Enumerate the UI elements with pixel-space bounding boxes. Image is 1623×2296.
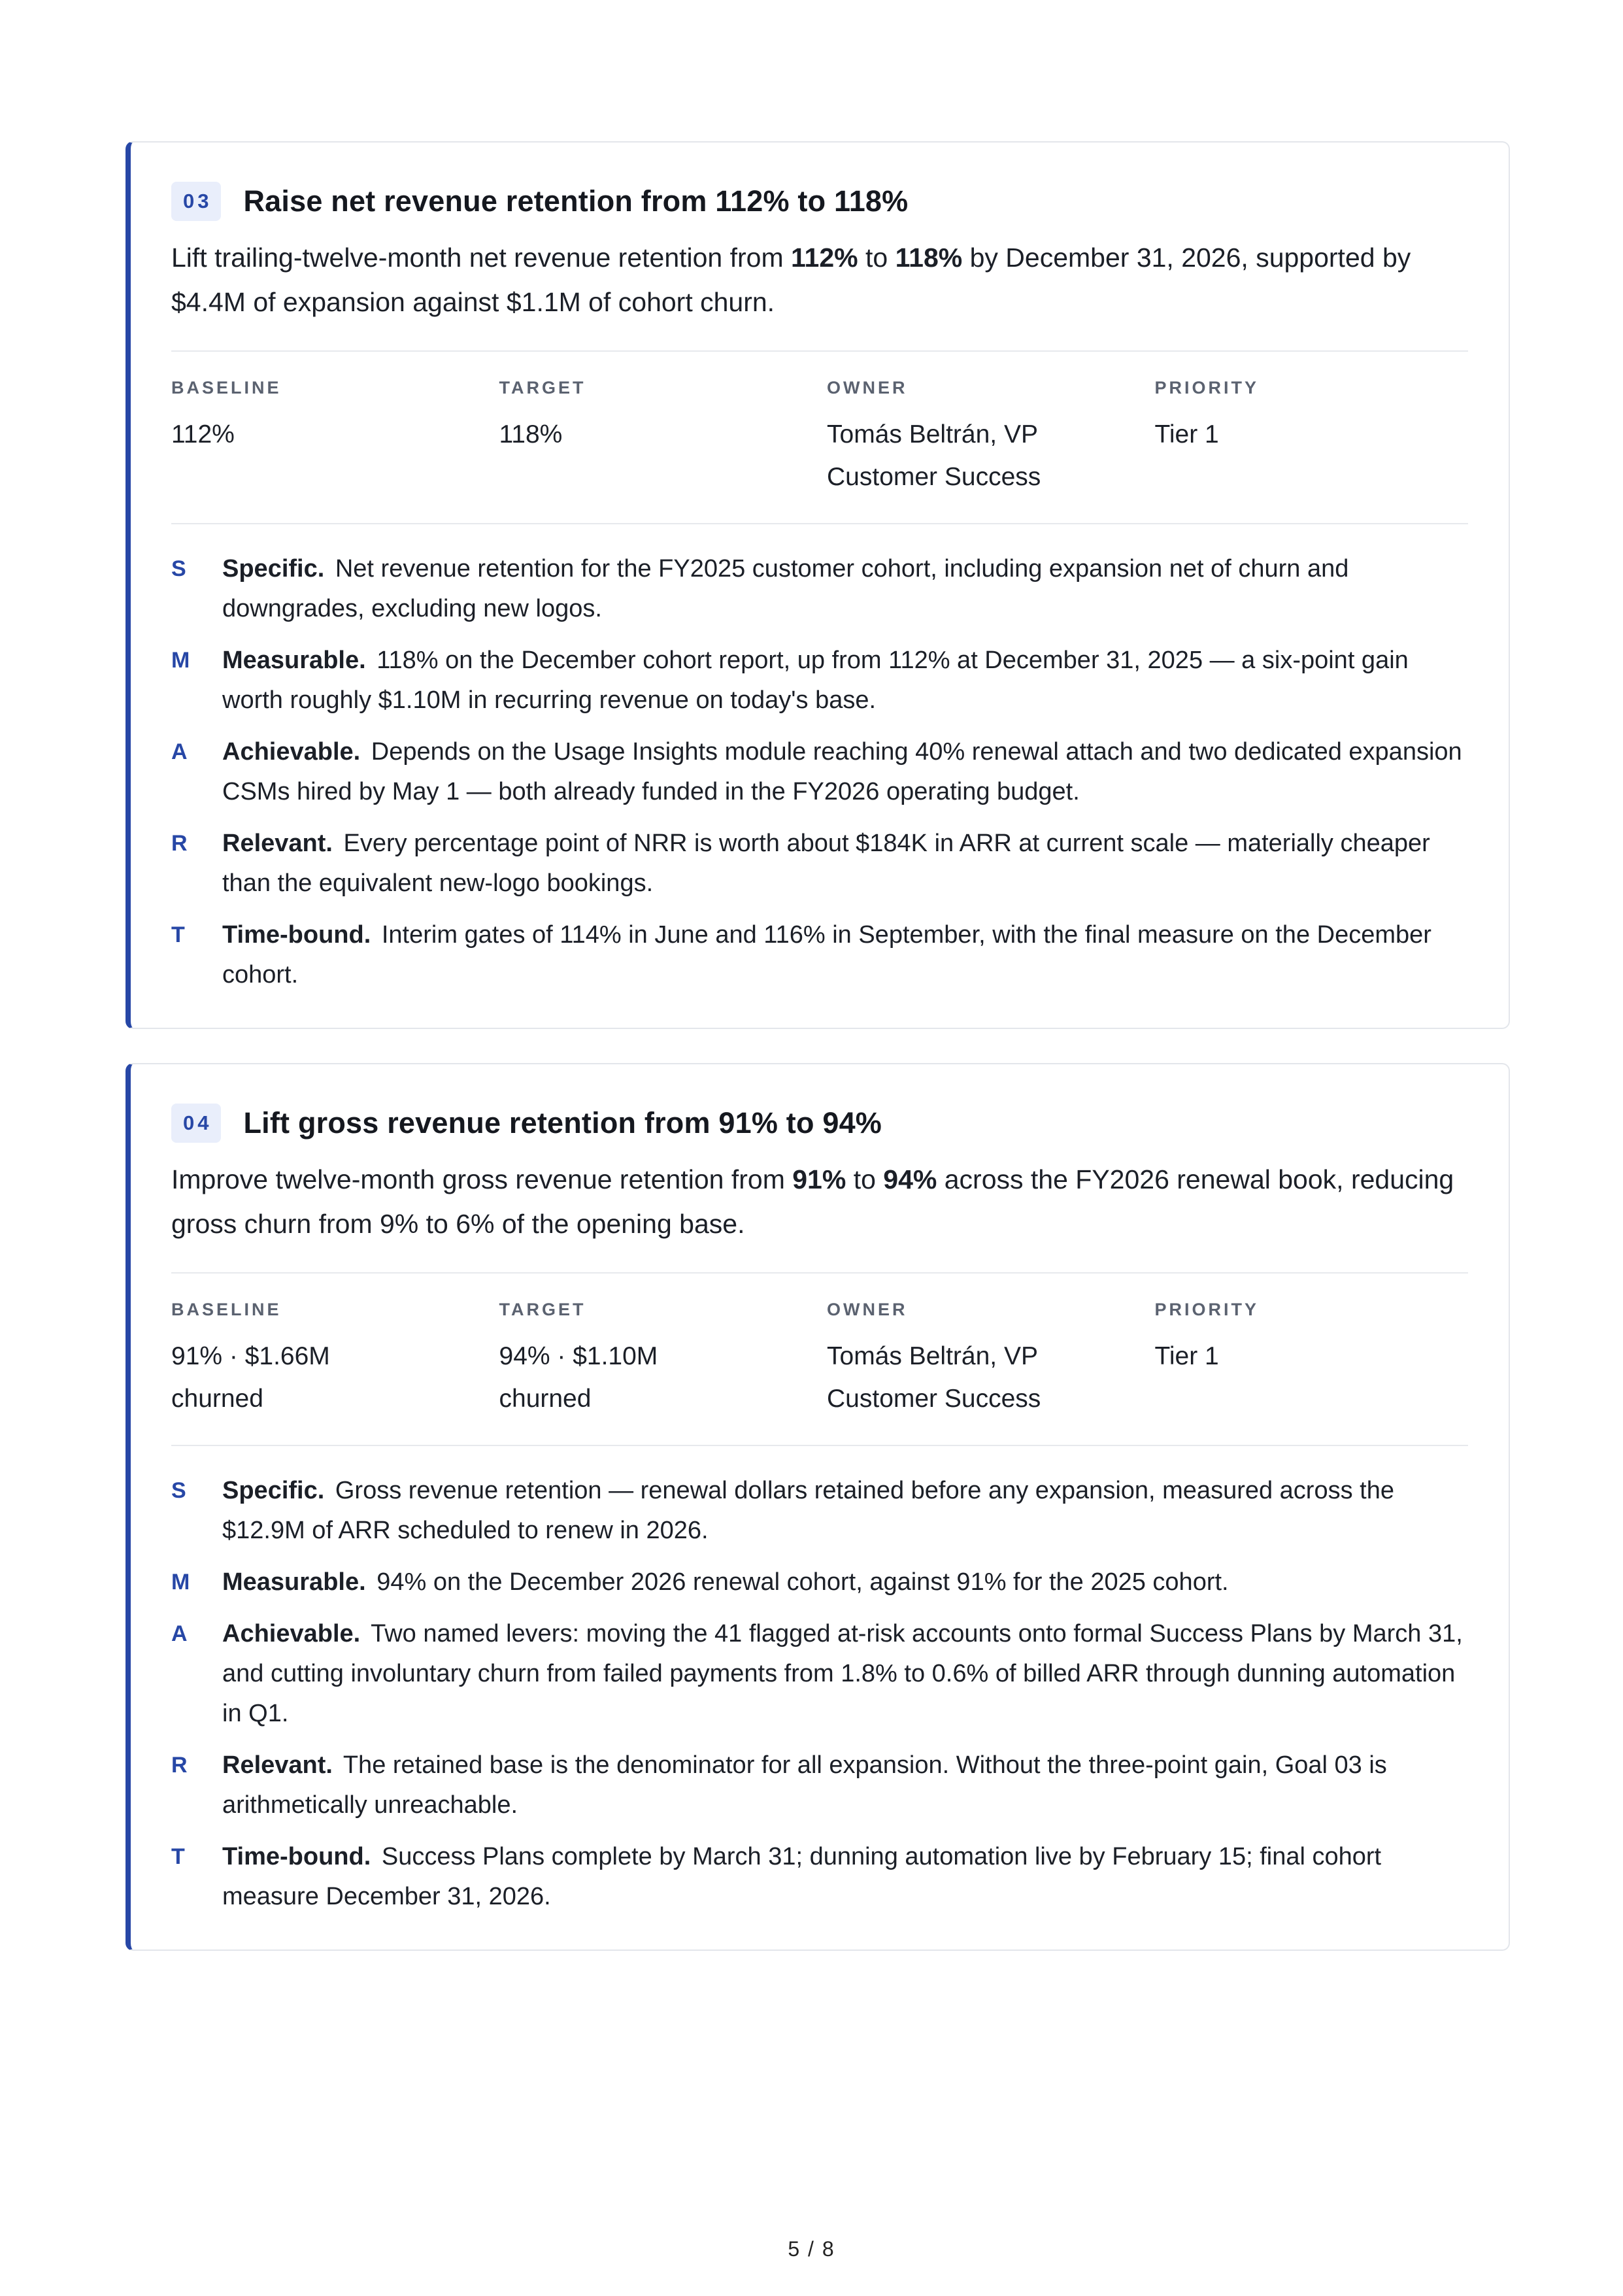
goal-number-badge: 04 [171, 1104, 221, 1143]
summary-from-value: 112% [791, 243, 858, 273]
meta-baseline [171, 1300, 499, 1420]
summary-text-post: by December 31, 2026, supported by $4.4M of expansion against $1.1M of cohort churn. [171, 243, 1411, 317]
smart-text [222, 915, 1468, 995]
summary-text-mid: to [846, 1164, 884, 1194]
smart-letter: R [171, 831, 188, 856]
meta-label: OWNER [827, 1300, 908, 1319]
smart-text [222, 732, 1468, 812]
smart-row-time-bound [171, 915, 1468, 995]
smart-text [222, 1614, 1468, 1734]
smart-criteria-list [171, 1471, 1468, 1917]
smart-description: Interim gates of 114% in June and 116% in September, with the final measure on the December cohort. [222, 921, 1431, 988]
smart-description: The retained base is the denominator for all expansion. Without the three-point gain, Goal 03 is arithmetically unreachable. [222, 1751, 1387, 1819]
page-number: 5 / 8 [788, 2237, 835, 2261]
smart-letter: T [171, 922, 185, 947]
smart-letter: R [171, 1753, 188, 1778]
smart-row-relevant [171, 1746, 1468, 1825]
goal-title: Raise net revenue retention from 112% to 118% [243, 184, 909, 218]
meta-value: Tier 1 [1154, 420, 1219, 448]
smart-text [222, 1746, 1468, 1825]
smart-term: Relevant. [222, 830, 333, 857]
meta-target [499, 378, 828, 498]
meta-value: Tier 1 [1154, 1342, 1219, 1370]
goal-meta [171, 1272, 1468, 1446]
summary-to-value: 118% [895, 243, 963, 273]
smart-term: Specific. [222, 555, 325, 582]
summary-text-pre: Lift trailing-twelve-month net revenue retention from [171, 243, 792, 273]
smart-description: Two named levers: moving the 41 flagged at-risk accounts onto formal Success Plans by March 31, and cutting involuntary churn from failed payments from 1.8% to 0.6% of billed ARR through dunning automation in Q1. [222, 1620, 1463, 1727]
smart-term: Achievable. [222, 738, 361, 766]
smart-row-specific [171, 1471, 1468, 1551]
meta-label: PRIORITY [1154, 1300, 1260, 1319]
summary-text-mid: to [858, 243, 895, 273]
goal-card-04 [125, 1063, 1510, 1951]
meta-value: 94% · $1.10M churned [499, 1342, 658, 1413]
smart-letter: T [171, 1844, 185, 1869]
smart-description: Gross revenue retention — renewal dollars retained before any expansion, measured across the $12.9M of ARR scheduled to renew in 2026. [222, 1477, 1394, 1544]
smart-text [222, 1837, 1468, 1917]
smart-letter: S [171, 1478, 186, 1503]
smart-term: Specific. [222, 1477, 325, 1504]
meta-label: BASELINE [171, 1300, 282, 1319]
smart-description: 118% on the December cohort report, up from 112% at December 31, 2025 — a six-point gain worth roughly $1.10M in recurring revenue on today's base. [222, 647, 1409, 714]
goal-summary [171, 235, 1472, 324]
meta-label: TARGET [499, 1300, 586, 1319]
smart-row-measurable [171, 641, 1468, 720]
smart-term: Relevant. [222, 1751, 333, 1779]
meta-value: 91% · $1.66M churned [171, 1342, 330, 1413]
meta-value: Tomás Beltrán, VP Customer Success [827, 1342, 1041, 1413]
smart-row-measurable [171, 1562, 1468, 1602]
smart-description: 94% on the December 2026 renewal cohort, against 91% for the 2025 cohort. [376, 1568, 1229, 1596]
smart-term: Achievable. [222, 1620, 361, 1647]
goal-number-badge: 03 [171, 182, 221, 221]
smart-row-relevant [171, 824, 1468, 903]
goal-summary [171, 1157, 1472, 1246]
summary-text-pre: Improve twelve-month gross revenue retention from [171, 1164, 793, 1194]
goal-header [171, 180, 1468, 222]
meta-priority [1155, 1300, 1469, 1420]
smart-term: Measurable. [222, 1568, 366, 1596]
goal-title: Lift gross revenue retention from 91% to 94% [243, 1106, 882, 1140]
summary-text-post: across the FY2026 renewal book, reducing gross churn from 9% to 6% of the opening base. [171, 1164, 1454, 1239]
smart-letter: M [171, 1570, 190, 1595]
summary-to-value: 94% [883, 1164, 937, 1194]
meta-value: Tomás Beltrán, VP Customer Success [827, 420, 1041, 491]
meta-target [499, 1300, 828, 1420]
smart-term: Time-bound. [222, 1843, 371, 1870]
meta-label: PRIORITY [1154, 378, 1260, 397]
smart-row-achievable [171, 1614, 1468, 1734]
meta-label: BASELINE [171, 378, 282, 397]
goal-header [171, 1102, 1468, 1144]
smart-letter: A [171, 1621, 188, 1646]
meta-priority [1155, 378, 1469, 498]
smart-description: Net revenue retention for the FY2025 customer cohort, including expansion net of churn and downgrades, excluding new logos. [222, 555, 1349, 622]
smart-description: Depends on the Usage Insights module reaching 40% renewal attach and two dedicated expansion CSMs hired by May 1 — both already funded in the FY2026 operating budget. [222, 738, 1462, 805]
smart-text [222, 824, 1468, 903]
smart-letter: M [171, 648, 190, 673]
smart-row-time-bound [171, 1837, 1468, 1917]
meta-owner [827, 1300, 1155, 1420]
meta-value: 118% [499, 420, 563, 448]
smart-letter: A [171, 739, 188, 764]
meta-baseline [171, 378, 499, 498]
meta-value: 112% [171, 420, 235, 448]
smart-text [222, 641, 1468, 720]
smart-letter: S [171, 556, 186, 581]
smart-description: Every percentage point of NRR is worth about $184K in ARR at current scale — materially cheaper than the equivalent new-logo bookings. [222, 830, 1430, 897]
smart-criteria-list [171, 549, 1468, 995]
meta-label: TARGET [499, 378, 586, 397]
goal-meta [171, 350, 1468, 524]
smart-row-achievable [171, 732, 1468, 812]
meta-owner [827, 378, 1155, 498]
smart-text [222, 549, 1468, 629]
summary-from-value: 91% [792, 1164, 846, 1194]
smart-description: Success Plans complete by March 31; dunning automation live by February 15; final cohort measure December 31, 2026. [222, 1843, 1382, 1910]
meta-label: OWNER [827, 378, 908, 397]
smart-term: Time-bound. [222, 921, 371, 949]
goal-card-03 [125, 141, 1510, 1029]
smart-row-specific [171, 549, 1468, 629]
smart-term: Measurable. [222, 647, 366, 674]
smart-text [222, 1471, 1468, 1551]
smart-text [222, 1562, 1468, 1602]
